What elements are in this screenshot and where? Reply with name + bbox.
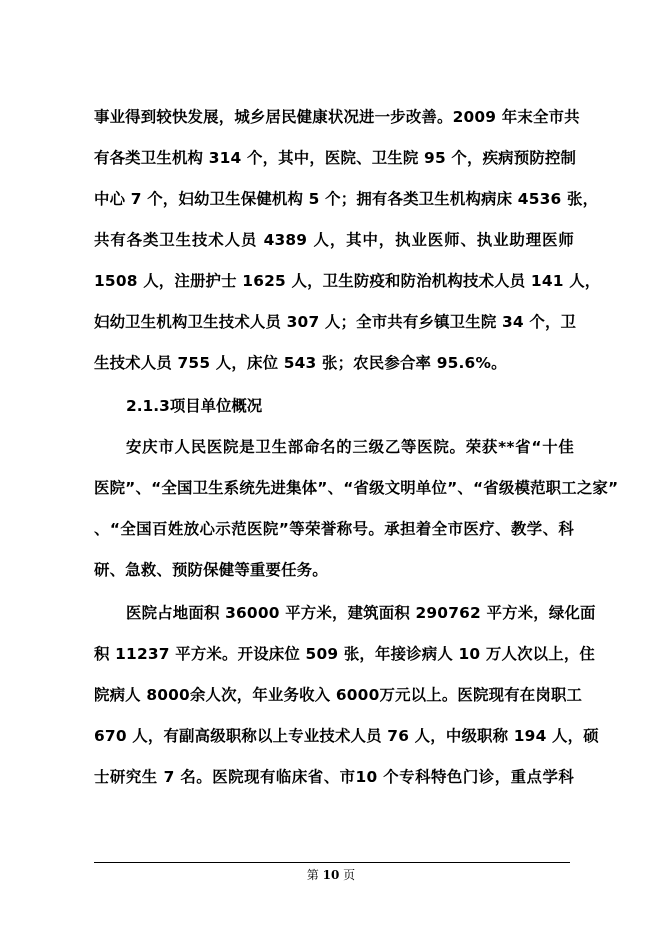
body-line: 医院占地面积 36000 平方米，建筑面积 290762 平方米，绿化面 xyxy=(126,604,596,622)
body-line: 1508 人，注册护士 1625 人，卫生防疫和防治机构技术人员 141 人， xyxy=(94,272,601,290)
body-line: 670 人，有副高级职称以上专业技术人员 76 人，中级职称 194 人，硕 xyxy=(94,727,599,745)
footer-divider xyxy=(94,862,570,863)
body-line: 生技术人员 755 人，床位 543 张；农民参合率 95.6%。 xyxy=(94,354,507,372)
body-line: 共有各类卫生技术人员 4389 人，其中，执业医师、执业助理医师 xyxy=(94,231,574,249)
body-line: 士研究生 7 名。医院现有临床省、市10 个专科特色门诊，重点学科 xyxy=(94,768,574,786)
section-heading: 2.1.3项目单位概况 xyxy=(126,397,263,415)
footer-prefix: 第 xyxy=(306,868,319,882)
body-line: 、“全国百姓放心示范医院”等荣誉称号。承担着全市医疗、教学、科 xyxy=(94,520,574,538)
body-line: 事业得到较快发展，城乡居民健康状况进一步改善。2009 年末全市共 xyxy=(94,108,580,126)
footer-suffix: 页 xyxy=(343,868,356,882)
page-number: 10 xyxy=(322,868,340,882)
body-line: 积 11237 平方米。开设床位 509 张，年接诊病人 10 万人次以上，住 xyxy=(94,645,596,663)
body-line: 研、急救、预防保健等重要任务。 xyxy=(94,561,328,579)
body-line: 有各类卫生机构 314 个，其中，医院、卫生院 95 个，疾病预防控制 xyxy=(94,149,577,167)
body-line: 院病人 8000余人次，年业务收入 6000万元以上。医院现有在岗职工 xyxy=(94,686,583,704)
page-footer xyxy=(0,867,662,883)
body-line: 安庆市人民医院是卫生部命名的三级乙等医院。荣获**省“十佳 xyxy=(126,438,574,456)
body-line: 中心 7 个，妇幼卫生保健机构 5 个；拥有各类卫生机构病床 4536 张， xyxy=(94,190,599,208)
body-line: 医院”、“全国卫生系统先进集体”、“省级文明单位”、“省级模范职工之家” xyxy=(94,479,619,497)
body-line: 妇幼卫生机构卫生技术人员 307 人；全市共有乡镇卫生院 34 个，卫 xyxy=(94,313,577,331)
